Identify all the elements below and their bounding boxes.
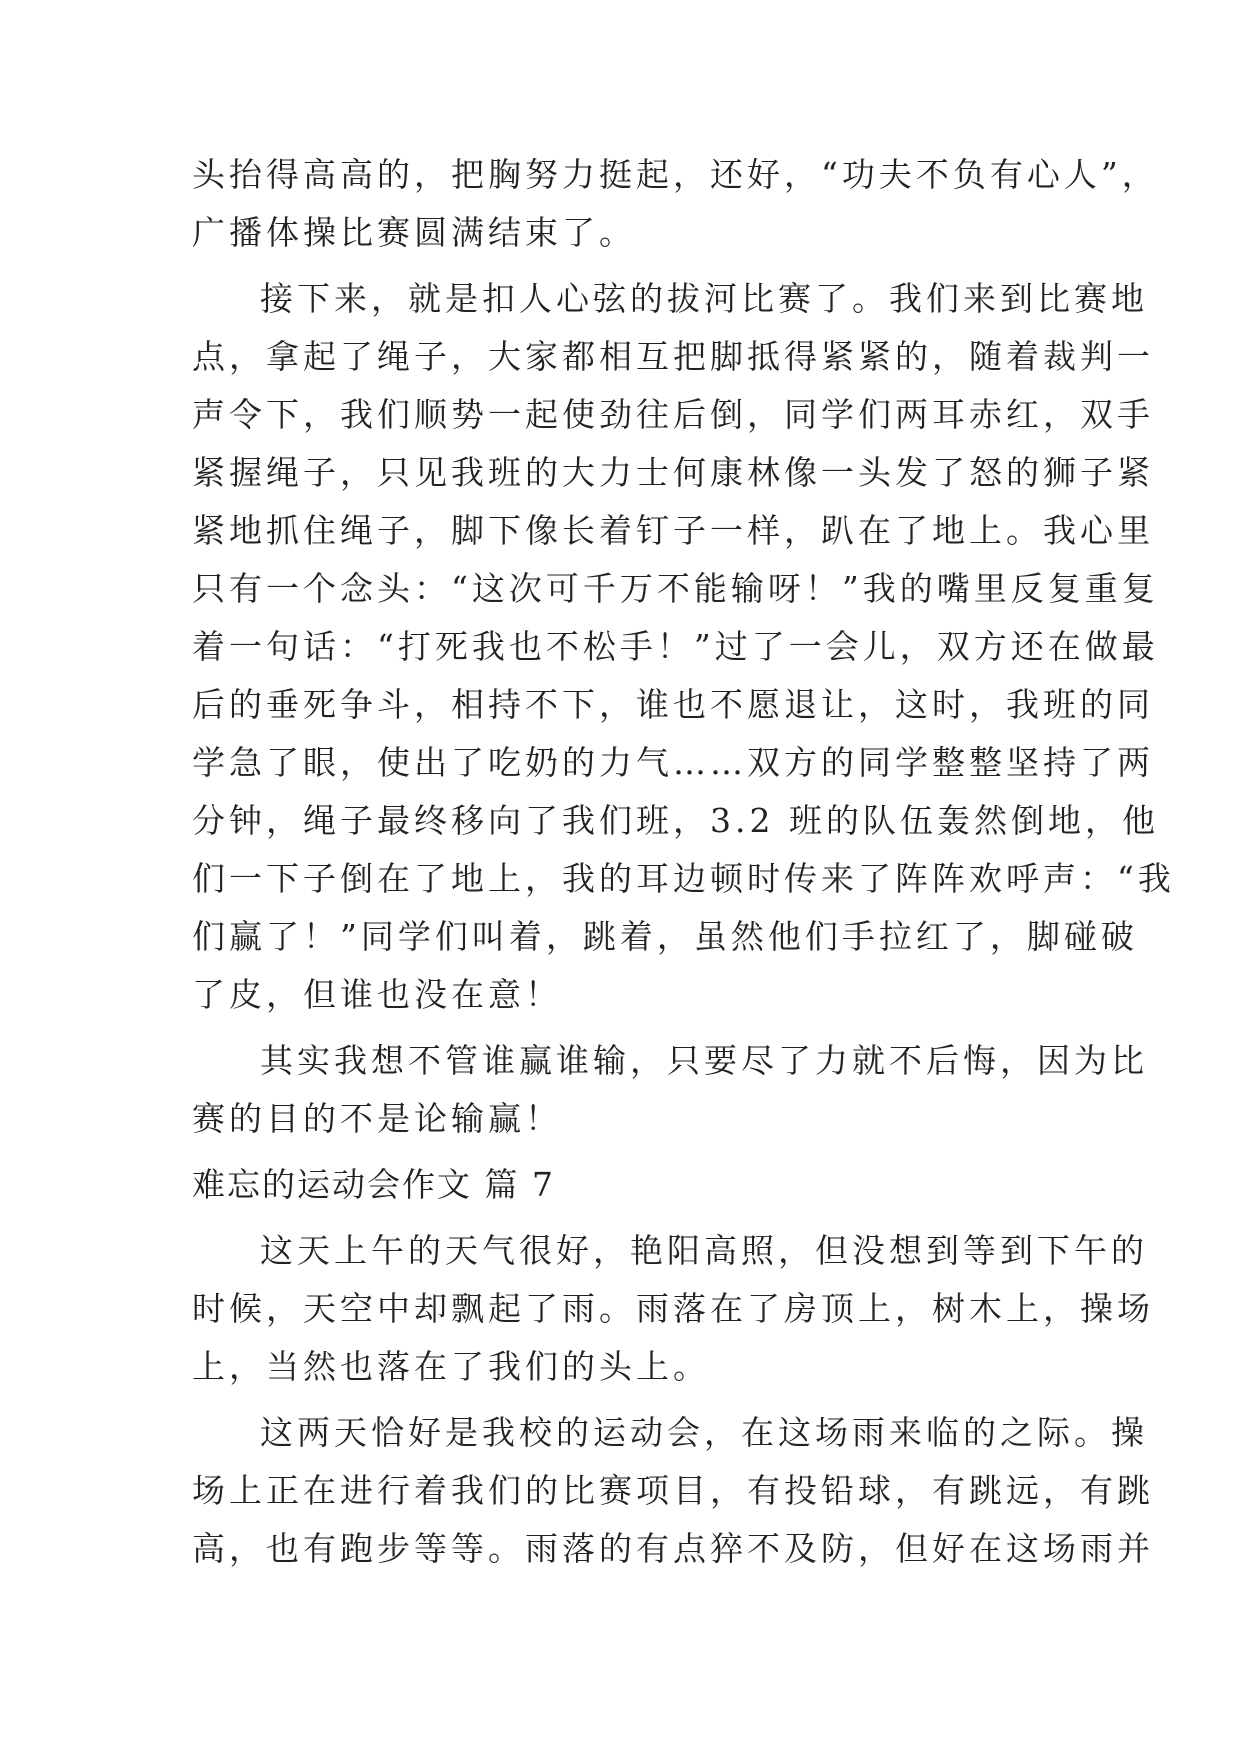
text-line: 赛的目的不是论输赢！ xyxy=(192,1099,562,1138)
paragraph-4 xyxy=(192,1222,1154,1396)
text-line: 头抬得高高的，把胸努力挺起，还好，“功夫不负有心人”， xyxy=(192,155,1159,194)
document-body xyxy=(192,146,1175,1586)
text-line: 上，当然也落在了我们的头上。 xyxy=(192,1347,710,1386)
text-line: 后的垂死争斗，相持不下，谁也不愿退让，这时，我班的同 xyxy=(192,685,1154,724)
text-line: 广播体操比赛圆满结束了。 xyxy=(192,213,636,252)
section-heading: 难忘的运动会作文 篇 7 xyxy=(192,1165,555,1204)
text-line: 时候，天空中却飘起了雨。雨落在了房顶上，树木上，操场 xyxy=(192,1289,1154,1328)
text-line: 其实我想不管谁赢谁输，只要尽了力就不后悔，因为比 xyxy=(260,1041,1148,1080)
text-line: 了皮，但谁也没在意！ xyxy=(192,975,562,1014)
text-line: 们一下子倒在了地上，我的耳边顿时传来了阵阵欢呼声：“我 xyxy=(192,859,1175,898)
text-line: 分钟，绳子最终移向了我们班，3.2 班的队伍轰然倒地，他 xyxy=(192,801,1159,840)
text-line: 点，拿起了绳子，大家都相互把脚抵得紧紧的，随着裁判一 xyxy=(192,337,1154,376)
text-line: 这两天恰好是我校的运动会，在这场雨来临的之际。操 xyxy=(260,1413,1148,1452)
paragraph-2 xyxy=(192,270,1175,1024)
text-line: 这天上午的天气很好，艳阳高照，但没想到等到下午的 xyxy=(260,1231,1148,1270)
paragraph-3 xyxy=(192,1032,1148,1148)
text-line: 们赢了！”同学们叫着，跳着，虽然他们手拉红了，脚碰破 xyxy=(192,917,1138,956)
text-line: 接下来，就是扣人心弦的拔河比赛了。我们来到比赛地 xyxy=(260,279,1148,318)
paragraph-1 xyxy=(192,146,1159,262)
text-line: 声令下，我们顺势一起使劲往后倒，同学们两耳赤红，双手 xyxy=(192,395,1154,434)
paragraph-5 xyxy=(192,1404,1154,1578)
text-line: 着一句话：“打死我也不松手！”过了一会儿，双方还在做最 xyxy=(192,627,1159,666)
text-line: 只有一个念头：“这次可千万不能输呀！”我的嘴里反复重复 xyxy=(192,569,1159,608)
text-line: 紧地抓住绳子，脚下像长着钉子一样，趴在了地上。我心里 xyxy=(192,511,1154,550)
text-line: 高，也有跑步等等。雨落的有点猝不及防，但好在这场雨并 xyxy=(192,1529,1154,1568)
text-line: 紧握绳子，只见我班的大力士何康林像一头发了怒的狮子紧 xyxy=(192,453,1154,492)
text-line: 场上正在进行着我们的比赛项目，有投铅球，有跳远，有跳 xyxy=(192,1471,1154,1510)
text-line: 学急了眼，使出了吃奶的力气……双方的同学整整坚持了两 xyxy=(192,743,1154,782)
